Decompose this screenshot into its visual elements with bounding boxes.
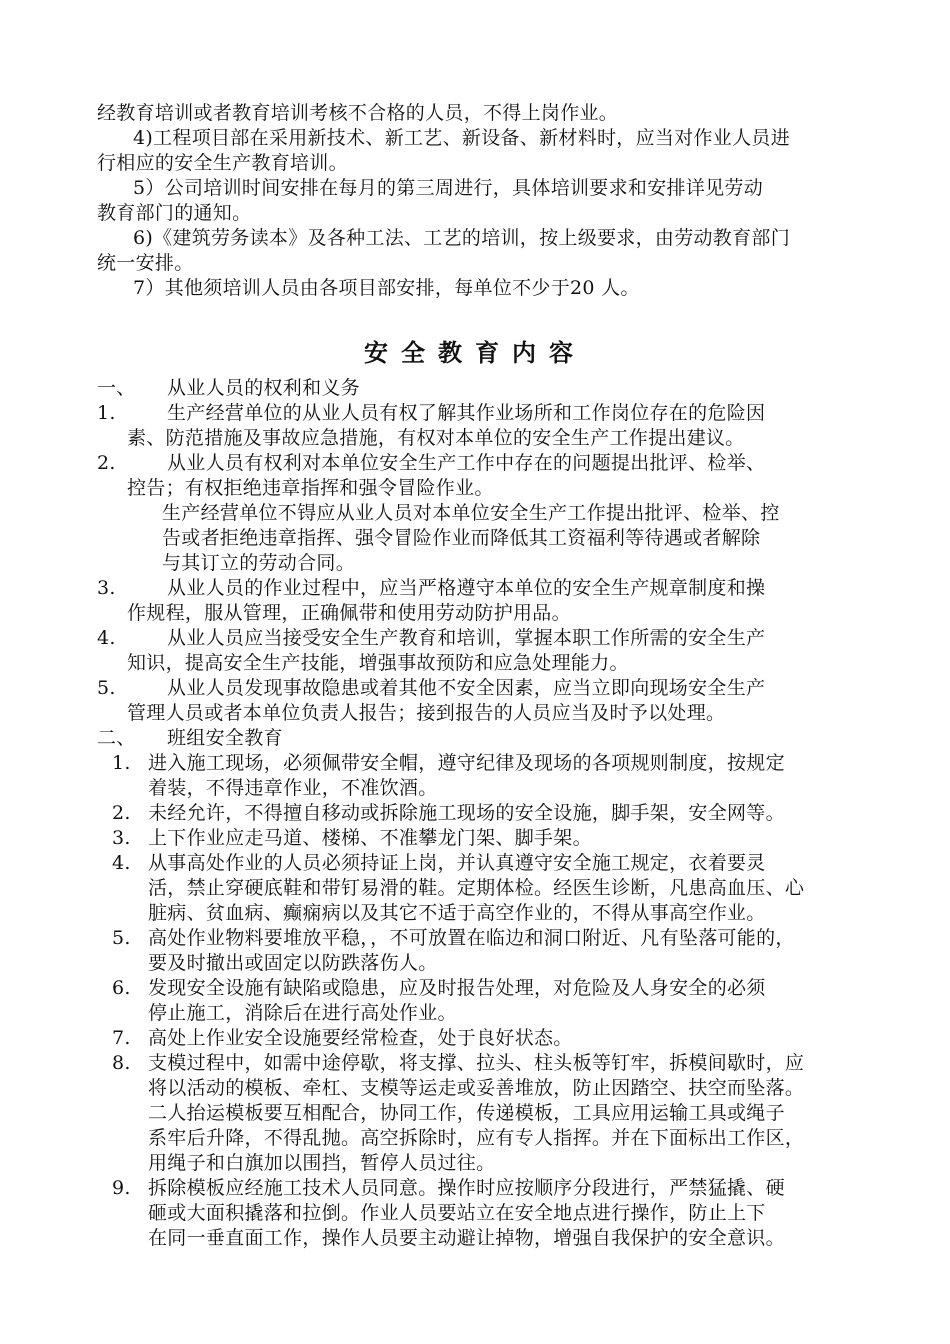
s1-item-2-line3: 生产经营单位不锝应从业人员对本单位安全生产工作提出批评、检举、控 <box>162 502 780 524</box>
s2-item-4-line1: 从事高处作业的人员必须持证上岗，并认真遵守安全施工规定，衣着要灵 <box>148 852 766 874</box>
s2-item-5-line2: 要及时撤出或固定以防跌落伤人。 <box>148 952 438 974</box>
s2-item-8-line1: 支模过程中，如需中途停歇，将支撑、拉头、柱头板等钉牢，拆模间歇时，应 <box>148 1052 805 1074</box>
s2-item-9-line1: 拆除模板应经施工技术人员同意。操作时应按顺序分段进行，严禁猛撬、硬 <box>148 1177 785 1199</box>
intro-item-7: 7）其他须培训人员由各项目部安排，每单位不少于20 人。 <box>133 277 640 299</box>
intro-item-4-line2: 行相应的安全生产教育培训。 <box>97 152 348 174</box>
intro-item-6-line2: 统一安排。 <box>97 252 194 274</box>
s1-item-4-line1: 从业人员应当接受安全生产教育和培训，掌握本职工作所需的安全生产 <box>167 627 766 649</box>
s2-item-3-line1: 上下作业应走马道、楼梯、不准攀龙门架、脚手架。 <box>148 827 592 849</box>
s1-item-5-line2: 管理人员或者本单位负责人报告；接到报告的人员应当及时予以处理。 <box>127 702 726 724</box>
s1-item-2-line4: 告或者拒绝违章指挥、强令冒险作业而降低其工资福利等待遇或者解除 <box>162 527 761 549</box>
s2-item-4-line2: 活，禁止穿硬底鞋和带钉易滑的鞋。定期体检。经医生诊断，凡患高血压、心 <box>148 877 805 899</box>
intro-item-5-line2: 教育部门的通知。 <box>97 202 252 224</box>
s1-item-1-number: 1. <box>97 402 116 424</box>
section-1-marker: 一、 <box>97 377 136 399</box>
s1-item-2-number: 2. <box>97 452 116 474</box>
section-2-heading: 班组安全教育 <box>167 727 283 749</box>
s2-item-1-number: 1. <box>112 752 131 774</box>
intro-item-5-line1: 5）公司培训时间安排在每月的第三周进行，具体培训要求和安排详见劳动 <box>133 177 763 199</box>
s2-item-5-number: 5. <box>112 927 131 949</box>
s2-item-4-line3: 脏病、贫血病、癫痫病以及其它不适于高空作业的，不得从事高空作业。 <box>148 902 766 924</box>
intro-line: 经教育培训或者教育培训考核不合格的人员，不得上岗作业。 <box>97 102 619 124</box>
s2-item-7-number: 7. <box>112 1027 131 1049</box>
s1-item-3-number: 3. <box>97 577 116 599</box>
s1-item-2-line2: 控告；有权拒绝违章指挥和强令冒险作业。 <box>127 477 494 499</box>
s1-item-4-line2: 知识，提高安全生产技能，增强事故预防和应急处理能力。 <box>127 652 629 674</box>
s2-item-6-line2: 停止施工，消除后在进行高处作业。 <box>148 1002 457 1024</box>
s2-item-6-line1: 发现安全设施有缺陷或隐患，应及时报告处理，对危险及人身安全的必须 <box>148 977 766 999</box>
s2-item-4-number: 4. <box>112 852 131 874</box>
s1-item-1-line1: 生产经营单位的从业人员有权了解其作业场所和工作岗位存在的危险因 <box>167 402 766 424</box>
intro-item-6-line1: 6)《建筑劳务读本》及各种工法、工艺的培训，按上级要求，由劳动教育部门 <box>133 227 791 249</box>
s1-item-1-line2: 素、防范措施及事故应急措施，有权对本单位的安全生产工作提出建议。 <box>127 427 745 449</box>
s1-item-3-line2: 作规程，服从管理，正确佩带和使用劳动防护用品。 <box>127 602 571 624</box>
section-1-heading: 从业人员的权利和义务 <box>167 377 361 399</box>
section-2-marker: 二、 <box>97 727 136 749</box>
s2-item-1-line1: 进入施工现场，必须佩带安全帽，遵守纪律及现场的各项规则制度，按规定 <box>148 752 785 774</box>
s2-item-8-line2: 将以活动的模板、牵杠、支模等运走或妥善堆放，防止因踏空、扶空而坠落。 <box>148 1077 805 1099</box>
s2-item-8-line4: 系牢后升降，不得乱抛。高空拆除时，应有专人指挥。并在下面标出工作区， <box>148 1127 805 1149</box>
s2-item-5-line1: 高处作业物料要堆放平稳，，不可放置在临边和洞口附近、凡有坠落可能的， <box>148 927 795 949</box>
s2-item-6-number: 6. <box>112 977 131 999</box>
s1-item-5-number: 5. <box>97 677 116 699</box>
s1-item-2-line1: 从业人员有权利对本单位安全生产工作中存在的问题提出批评、检举、 <box>167 452 766 474</box>
s2-item-9-number: 9. <box>112 1177 131 1199</box>
s2-item-9-line3: 在同一垂直面工作，操作人员要主动避让掉物，增强自我保护的安全意识。 <box>148 1227 785 1249</box>
section-title: 安全教育内容 <box>364 338 586 367</box>
s2-item-8-line3: 二人抬运模板要互相配合，协同工作，传递模板，工具应用运输工具或绳子 <box>148 1102 785 1124</box>
s2-item-1-line2: 着装，不得违章作业，不准饮酒。 <box>148 777 438 799</box>
s1-item-4-number: 4. <box>97 627 116 649</box>
s2-item-2-number: 2. <box>112 802 131 824</box>
s2-item-9-line2: 砸或大面积撬落和拉倒。作业人员要站立在安全地点进行操作，防止上下 <box>148 1202 766 1224</box>
s2-item-3-number: 3. <box>112 827 131 849</box>
s1-item-5-line1: 从业人员发现事故隐患或着其他不安全因素，应当立即向现场安全生产 <box>167 677 766 699</box>
s2-item-2-line1: 未经允许，不得擅自移动或拆除施工现场的安全设施，脚手架，安全网等。 <box>148 802 785 824</box>
s2-item-8-number: 8. <box>112 1052 131 1074</box>
s2-item-8-line5: 用绳子和白旗加以围挡，暂停人员过往。 <box>148 1152 496 1174</box>
s2-item-7-line1: 高处上作业安全设施要经常检查，处于良好状态。 <box>148 1027 573 1049</box>
s1-item-3-line1: 从业人员的作业过程中，应当严格遵守本单位的安全生产规章制度和操 <box>167 577 766 599</box>
s1-item-2-line5: 与其订立的劳动合同。 <box>162 552 356 574</box>
intro-item-4-line1: 4)工程项目部在采用新技术、新工艺、新设备、新材料时，应当对作业人员进 <box>133 127 791 149</box>
